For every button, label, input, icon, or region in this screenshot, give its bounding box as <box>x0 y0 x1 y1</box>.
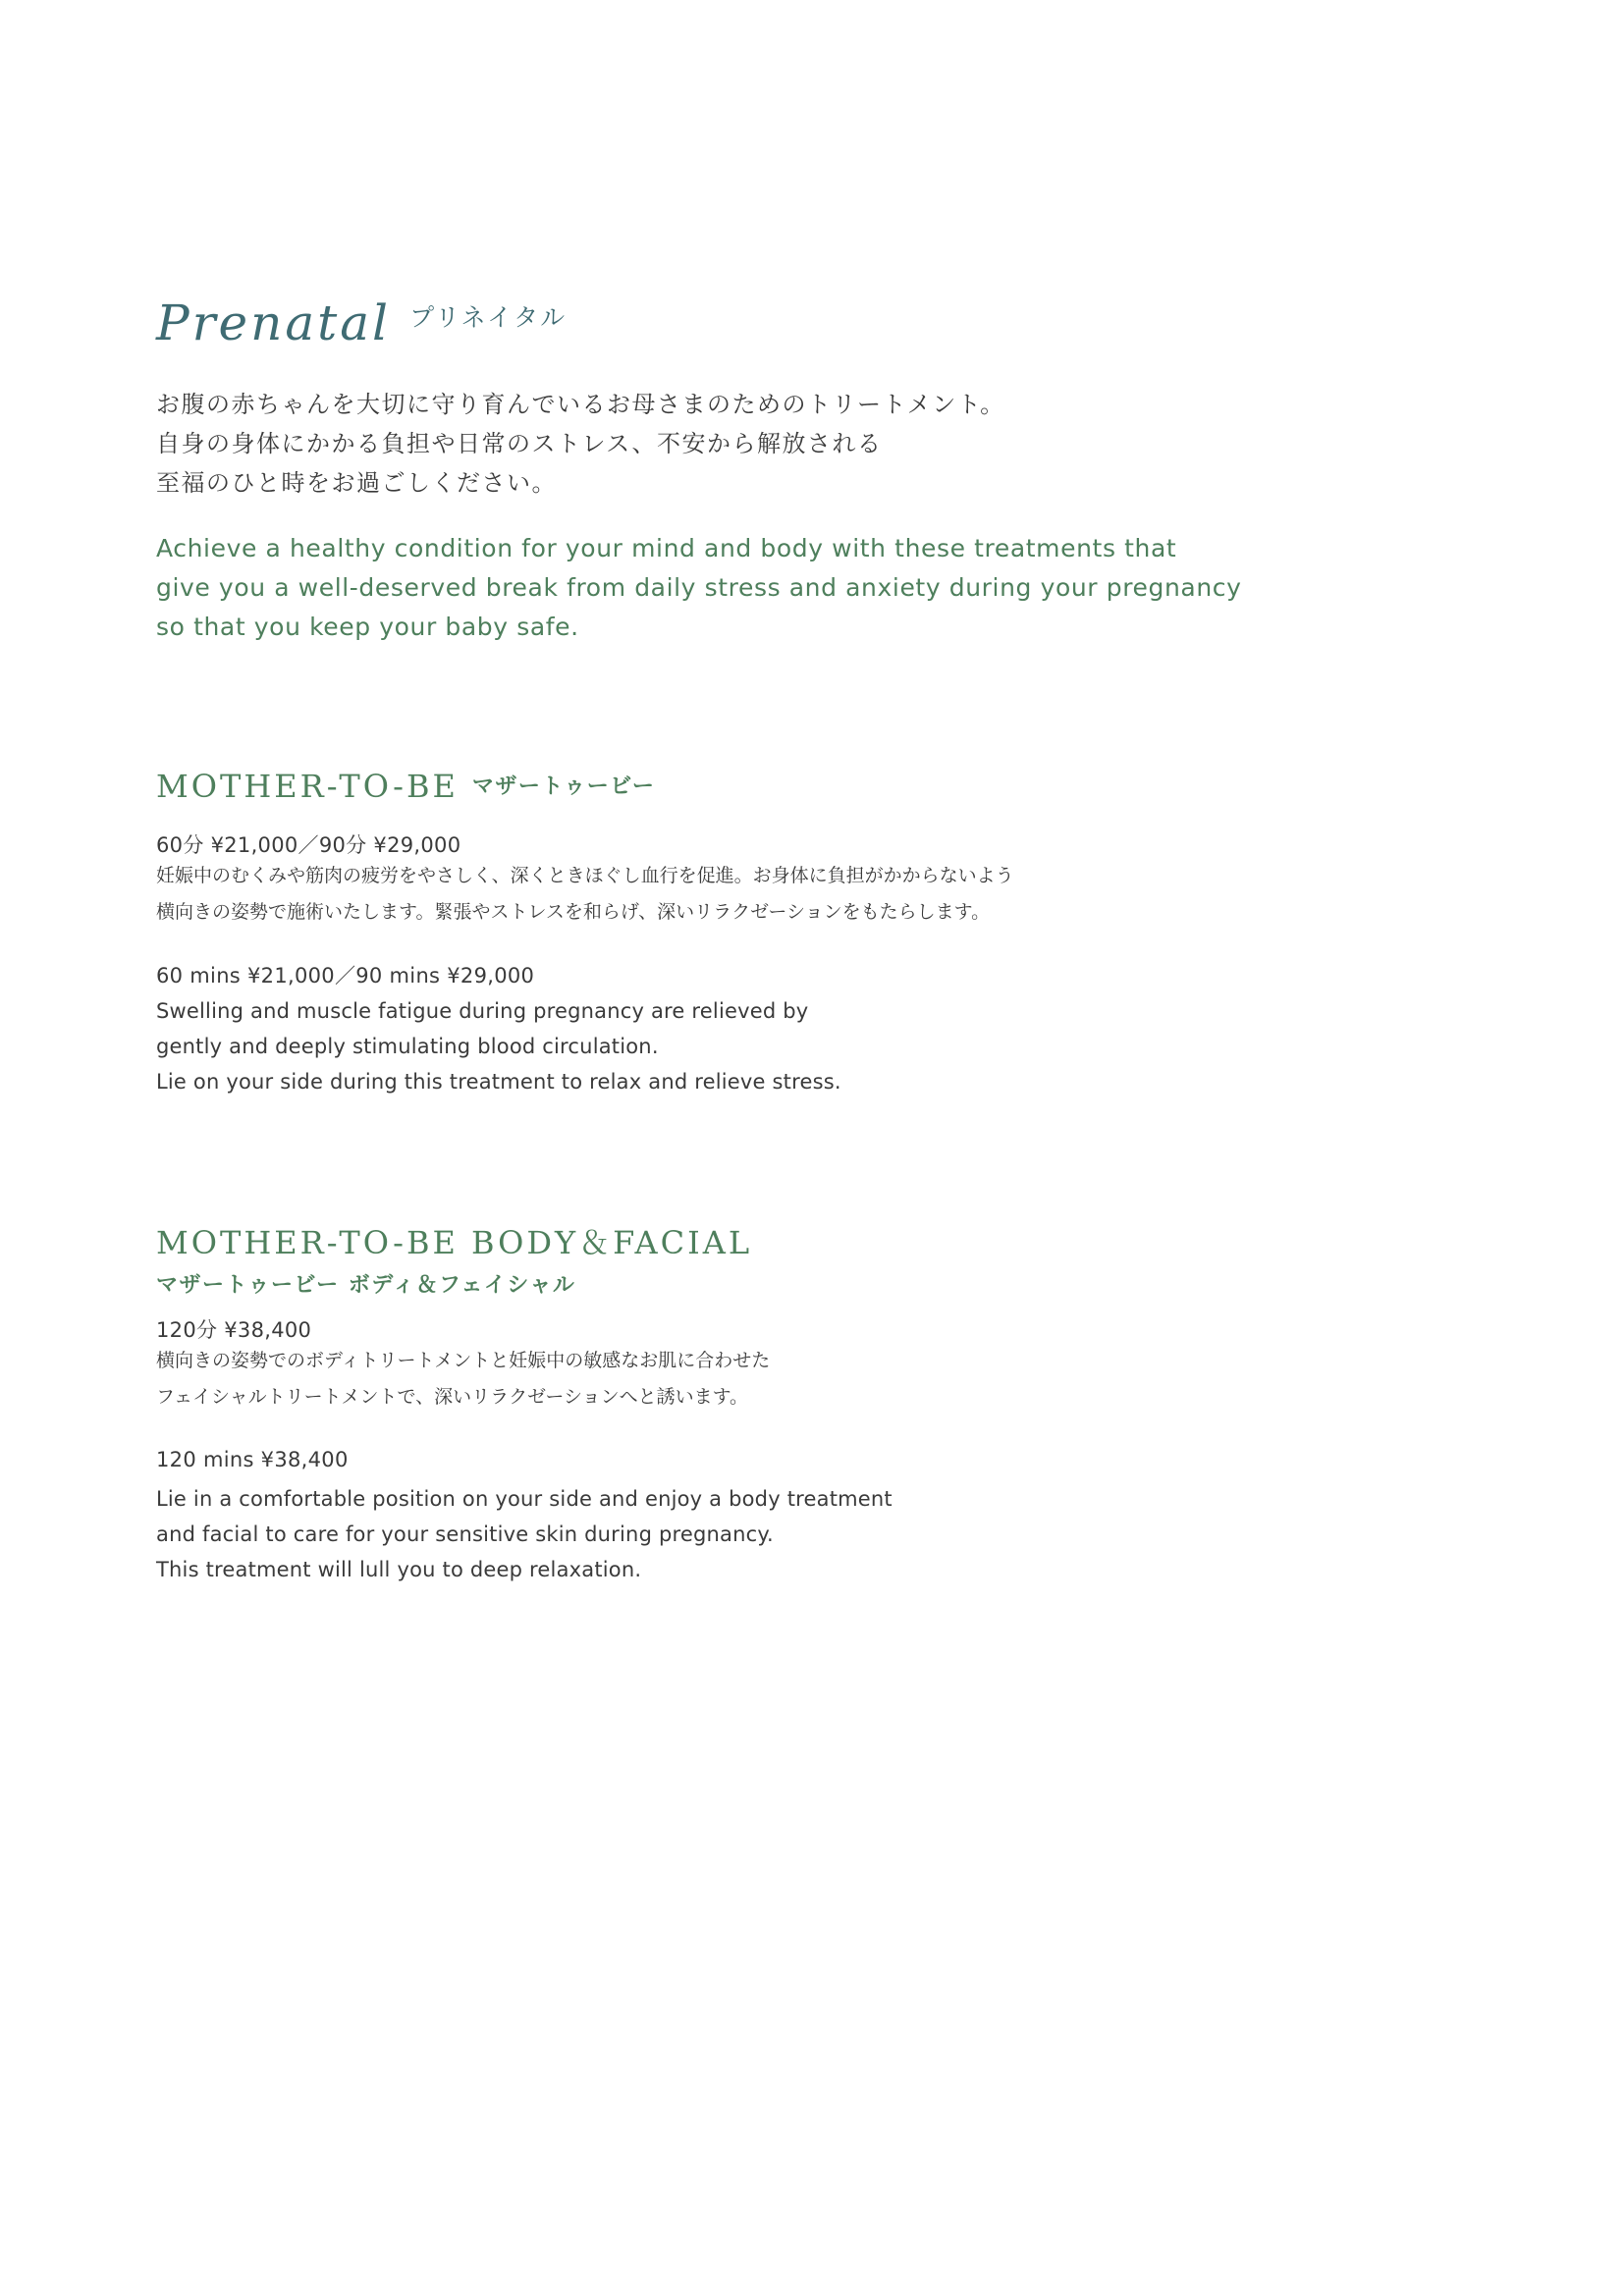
desc-ja-line: 妊娠中のむくみや筋肉の疲労をやさしく、深くときほぐし血行を促進。お身体に負担がかからないよう <box>156 865 1014 886</box>
desc-en-line: gently and deeply stimulating blood circulation. <box>156 1035 659 1058</box>
intro-en-line: so that you keep your baby safe. <box>156 613 579 641</box>
title-english: Prenatal <box>156 294 392 351</box>
section-title-body-facial: MOTHER-TO-BE BODY＆FACIAL <box>156 1224 753 1261</box>
desc-en-line: and facial to care for your sensitive skin during pregnancy. <box>156 1522 774 1546</box>
desc-en-line: This treatment will lull you to deep relaxation. <box>156 1558 642 1581</box>
section-title-mother-to-be <box>156 768 655 805</box>
section-subtitle-japanese: マザートゥービー ボディ＆フェイシャル <box>156 1273 576 1298</box>
intro-japanese <box>156 385 1334 503</box>
price-english: 60 mins ¥21,000／90 mins ¥29,000 <box>156 964 535 988</box>
price-japanese: 120分 ¥38,400 <box>156 1318 312 1342</box>
price-japanese: 60分 ¥21,000／90分 ¥29,000 <box>156 833 461 857</box>
intro-en-line: Achieve a healthy condition for your mind and body with these treatments that <box>156 534 1177 562</box>
desc-en-line: Lie on your side during this treatment to relax and relieve stress. <box>156 1070 841 1094</box>
description-japanese <box>156 858 1014 931</box>
desc-en-line: Swelling and muscle fatigue during pregnancy are relieved by <box>156 999 809 1023</box>
intro-ja-line: 自身の身体にかかる負担や日常のストレス、不安から解放される <box>156 430 883 457</box>
intro-ja-line: 至福のひと時をお過ごしください。 <box>156 469 557 497</box>
intro-ja-line: お腹の赤ちゃんを大切に守り育んでいるお母さまのためのトリートメント。 <box>156 391 1005 418</box>
title-japanese: プリネイタル <box>409 303 568 332</box>
desc-ja-line: 横向きの姿勢でのボディトリートメントと妊娠中の敏感なお肌に合わせた <box>156 1350 771 1371</box>
page-title <box>156 294 567 351</box>
description-english <box>156 993 841 1099</box>
desc-ja-line: フェイシャルトリートメントで、深いリラクゼーションへと誘います。 <box>156 1386 749 1408</box>
section-title-japanese: マザートゥービー <box>471 774 656 799</box>
desc-en-line: Lie in a comfortable position on your side and enjoy a body treatment <box>156 1487 893 1511</box>
desc-ja-line: 横向きの姿勢で施術いたします。緊張やストレスを和らげ、深いリラクゼーションをもたらします。 <box>156 901 991 923</box>
description-english <box>156 1481 893 1587</box>
description-japanese <box>156 1343 770 1415</box>
intro-en-line: give you a well-deserved break from daily stress and anxiety during your pregnancy <box>156 573 1242 602</box>
price-english: 120 mins ¥38,400 <box>156 1448 349 1471</box>
intro-english <box>156 529 1433 647</box>
section-title-english: MOTHER-TO-BE <box>156 768 459 805</box>
